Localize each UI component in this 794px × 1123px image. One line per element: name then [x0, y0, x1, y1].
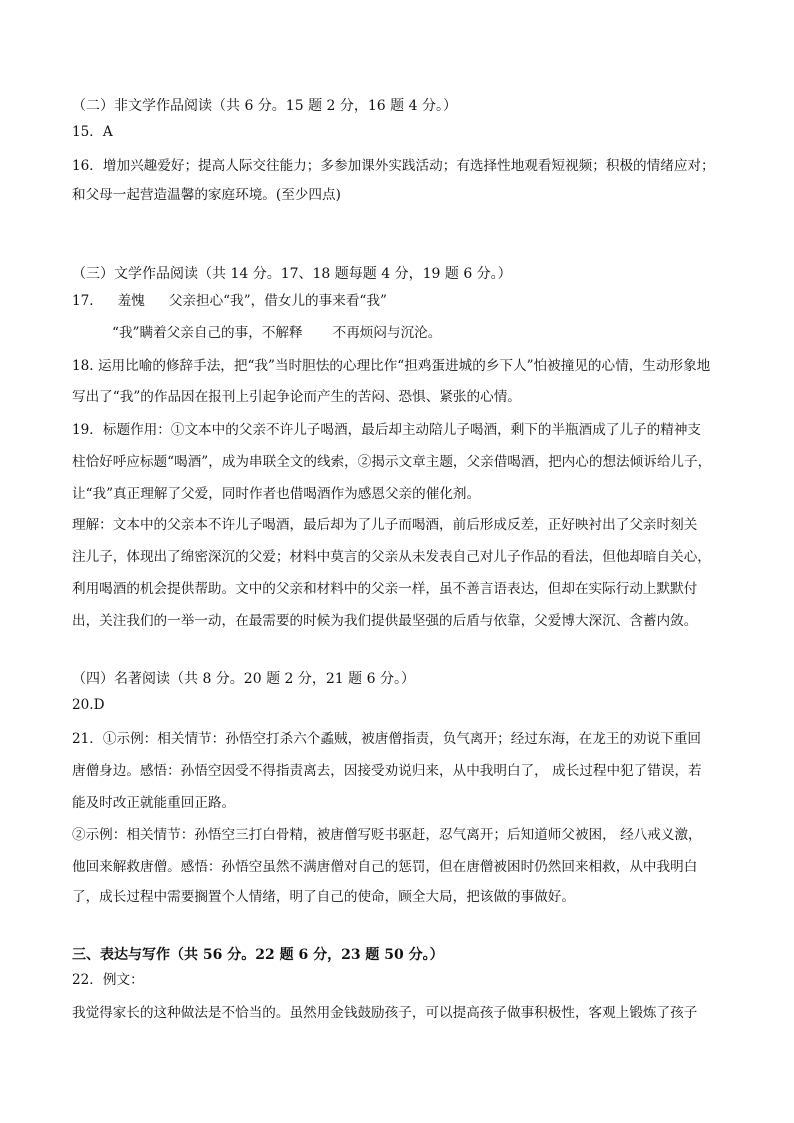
answer-16-line-2: 和父母一起营造温馨的家庭环境。(至少四点)	[72, 187, 341, 203]
answer-16-line-1: 16．增加兴趣爱好；提高人际交往能力；多参加课外实践活动；有选择性地观看短视频；积极的情绪应对；	[72, 158, 715, 174]
answer-19-line-4: 理解：文本中的父亲本不许儿子喝酒，最后却为了儿子而喝酒，前后形成反差，正好映衬出了父亲时刻关	[72, 517, 698, 533]
answer-18-line-1: 18. 运用比喻的修辞手法，把“我”当时胆怯的心理比作“担鸡蛋进城的乡下人”怕被撞见的心情，生动形象地	[72, 358, 711, 374]
answer-22-label: 22．例文：	[72, 972, 144, 988]
answer-17-line-1	[72, 291, 387, 311]
answer-17-line-2	[112, 323, 441, 343]
answer-17-part-c: “我”瞒着父亲自己的事，不解释	[112, 325, 303, 341]
answer-21-line-3: 能及时改正就能重回正路。	[72, 795, 236, 811]
answer-21-line-6: 了，成长过程中需要搁置个人情绪，明了自己的使命，顾全大局，把该做的事做好。	[72, 889, 575, 905]
answer-20: 20.D	[72, 697, 105, 713]
answer-19-line-6: 利用喝酒的机会提供帮助。文中的父亲和材料中的父亲一样，虽不善言语表达，但却在实际行动上默默付	[72, 581, 698, 597]
section-4-heading: （四）名著阅读（共 8 分。20 题 2 分，21 题 6 分。）	[72, 671, 415, 687]
answer-15: 15．A	[72, 124, 113, 140]
answer-19-line-7: 出，关注我们的一举一动，在最需要的时候为我们提供最坚强的后盾与依靠，父爱博大深沉、含蓄内敛。	[72, 613, 698, 629]
answer-21-line-1: 21．①示例：相关情节：孙悟空打杀六个蟊贼，被唐僧指责，负气离开；经过东海，在龙王的劝说下重回	[72, 731, 702, 747]
answer-19-line-3: 让“我”真正理解了父爱，同时作者也借喝酒作为感恩父亲的催化剂。	[72, 486, 481, 502]
answer-17-number: 17.	[72, 293, 94, 309]
answer-17-part-b: 父亲担心“我”，借女儿的事来看“我”	[168, 293, 387, 309]
section-3-heading: （三）文学作品阅读（共 14 分。17、18 题每题 4 分，19 题 6 分。）	[72, 266, 512, 282]
answer-17-part-a: 羞愧	[117, 293, 145, 309]
answer-21-line-2: 唐僧身边。感悟：孙悟空因受不得指责离去，因接受劝说归来，从中我明白了， 成长过程中犯了错误，若	[72, 763, 702, 779]
answer-19-line-2: 柱恰好呼应标题“喝酒”，成为串联全文的线索，②揭示文章主题，父亲借喝酒，把内心的想法倾诉给儿子，	[72, 454, 712, 470]
answer-21-line-4: ②示例：相关情节：孙悟空三打白骨精，被唐僧写贬书驱赶，忍气离开；后知道师父被困， 经八戒义激，	[72, 827, 702, 843]
answer-17-part-d: 不再烦闷与沉沦。	[332, 325, 442, 341]
answer-22-line-1: 我觉得家长的这种做法是不恰当的。虽然用金钱鼓励孩子，可以提高孩子做事积极性，客观上锻炼了孩子	[72, 1005, 698, 1021]
section-5-heading: 三、表达与写作（共 56 分。22 题 6 分，23 题 50 分。）	[72, 947, 444, 963]
answer-19-line-5: 注儿子，体现出了绵密深沉的父爱；材料中莫言的父亲从未发表自己对儿子作品的看法，但他却暗自关心，	[72, 549, 711, 565]
section-2-heading: （二）非文学作品阅读（共 6 分。15 题 2 分，16 题 4 分。）	[72, 98, 457, 114]
answer-18-line-2: 写出了“我”的作品因在报刊上引起争论而产生的苦闷、恐惧、紧张的心情。	[72, 389, 521, 405]
answer-19-line-1: 19．标题作用：①文本中的父亲不许儿子喝酒，最后却主动陪儿子喝酒，剩下的半瓶酒成了儿子的精神支	[72, 422, 702, 438]
answer-21-line-5: 他回来解救唐僧。感悟：孙悟空虽然不满唐僧对自己的惩罚，但在唐僧被困时仍然回来相救，从中我明白	[72, 859, 698, 875]
